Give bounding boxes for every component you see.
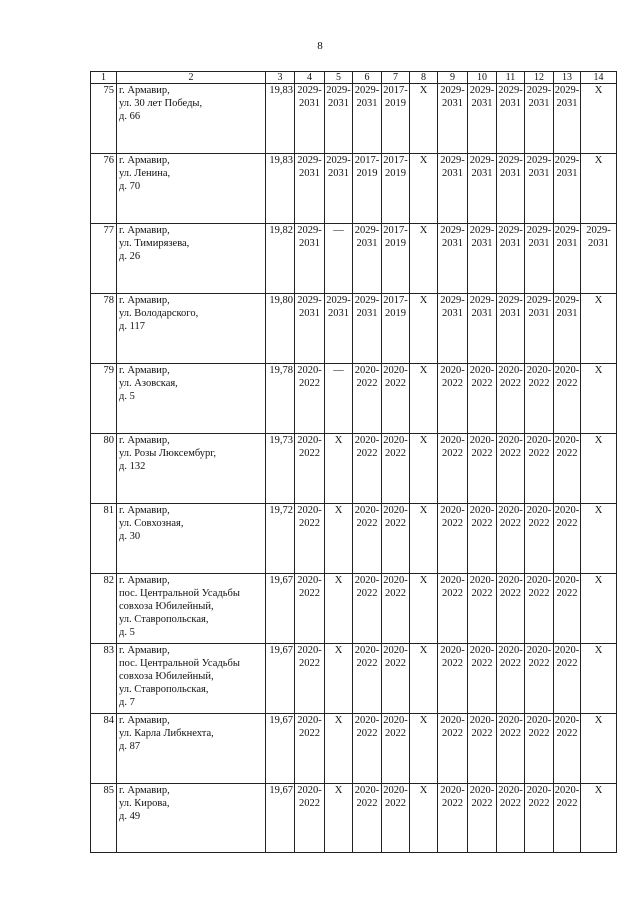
row-number-cell: 81 [91, 504, 117, 574]
schedule-cell: 2020- 2022 [382, 364, 410, 434]
table-row [91, 84, 617, 154]
schedule-cell: 2029- 2031 [525, 84, 554, 154]
page-number: 8 [317, 40, 323, 52]
column-header: 8 [410, 72, 438, 84]
schedule-cell: 2020- 2022 [353, 644, 382, 714]
schedule-cell: X [410, 224, 438, 294]
schedule-cell: X [581, 574, 617, 644]
schedule-cell: 2020- 2022 [382, 504, 410, 574]
row-number-cell: 76 [91, 154, 117, 224]
column-header: 4 [295, 72, 325, 84]
column-header: 9 [438, 72, 468, 84]
value-cell: 19,83 [266, 84, 295, 154]
schedule-cell: X [581, 84, 617, 154]
schedule-cell: 2029- 2031 [325, 294, 353, 364]
schedule-cell: X [410, 84, 438, 154]
schedule-cell: X [581, 784, 617, 853]
schedule-cell: X [410, 784, 438, 853]
table-row [91, 294, 617, 364]
schedule-cell: 2017- 2019 [382, 224, 410, 294]
schedule-cell: 2017- 2019 [382, 154, 410, 224]
schedule-cell: 2020- 2022 [438, 784, 468, 853]
row-number-cell: 78 [91, 294, 117, 364]
schedule-cell: 2020- 2022 [497, 784, 525, 853]
address-cell: г. Армавир, ул. Тимирязева, д. 26 [117, 224, 266, 294]
schedule-cell: 2029- 2031 [438, 224, 468, 294]
schedule-cell: 2020- 2022 [554, 574, 581, 644]
schedule-cell: 2020- 2022 [525, 714, 554, 784]
schedule-cell: X [581, 294, 617, 364]
column-header: 12 [525, 72, 554, 84]
value-cell: 19,67 [266, 574, 295, 644]
schedule-cell: X [325, 574, 353, 644]
schedule-cell: 2020- 2022 [497, 574, 525, 644]
schedule-cell: — [325, 224, 353, 294]
schedule-cell: 2020- 2022 [295, 644, 325, 714]
schedule-cell: 2020- 2022 [382, 714, 410, 784]
schedule-cell: 2029- 2031 [525, 154, 554, 224]
schedule-cell: 2029- 2031 [468, 224, 497, 294]
row-number-cell: 85 [91, 784, 117, 853]
table-row [91, 574, 617, 644]
schedule-cell: 2020- 2022 [382, 784, 410, 853]
schedule-cell: X [410, 644, 438, 714]
schedule-cell: X [581, 434, 617, 504]
schedule-cell: 2020- 2022 [438, 574, 468, 644]
row-number-cell: 84 [91, 714, 117, 784]
table-row [91, 434, 617, 504]
schedule-cell: 2020- 2022 [353, 784, 382, 853]
table-row [91, 154, 617, 224]
schedule-cell: 2029- 2031 [353, 84, 382, 154]
schedule-cell: 2020- 2022 [468, 434, 497, 504]
column-header: 13 [554, 72, 581, 84]
address-cell: г. Армавир, пос. Центральной Усадьбы совхоза Юбилейный, ул. Ставропольская, д. 5 [117, 574, 266, 644]
table-row [91, 784, 617, 853]
schedule-cell: X [325, 644, 353, 714]
schedule-cell: 2020- 2022 [353, 714, 382, 784]
schedule-cell: 2020- 2022 [295, 504, 325, 574]
schedule-cell: 2029- 2031 [438, 154, 468, 224]
schedule-cell: X [325, 504, 353, 574]
value-cell: 19,82 [266, 224, 295, 294]
column-header: 6 [353, 72, 382, 84]
schedule-cell: X [581, 504, 617, 574]
schedule-cell: X [581, 644, 617, 714]
schedule-cell: 2029- 2031 [295, 224, 325, 294]
schedule-cell: 2020- 2022 [382, 434, 410, 504]
schedule-cell: 2029- 2031 [497, 84, 525, 154]
schedule-cell: 2029- 2031 [353, 294, 382, 364]
value-cell: 19,67 [266, 714, 295, 784]
column-header: 7 [382, 72, 410, 84]
address-cell: г. Армавир, ул. Ленина, д. 70 [117, 154, 266, 224]
schedule-cell: 2029- 2031 [554, 154, 581, 224]
row-number-cell: 80 [91, 434, 117, 504]
schedule-cell: 2029- 2031 [468, 154, 497, 224]
schedule-cell: 2020- 2022 [554, 434, 581, 504]
schedule-cell: 2020- 2022 [468, 714, 497, 784]
schedule-cell: 2020- 2022 [525, 574, 554, 644]
schedule-cell: 2029- 2031 [325, 84, 353, 154]
schedule-cell: 2020- 2022 [468, 364, 497, 434]
schedule-cell: 2029- 2031 [554, 224, 581, 294]
schedule-cell: 2029- 2031 [353, 224, 382, 294]
schedule-cell: X [410, 294, 438, 364]
column-number-header-row [91, 72, 617, 84]
schedule-cell: X [410, 154, 438, 224]
schedule-cell: 2020- 2022 [353, 434, 382, 504]
row-number-cell: 77 [91, 224, 117, 294]
schedule-cell: 2020- 2022 [353, 574, 382, 644]
housing-repair-schedule-table [90, 71, 617, 853]
schedule-cell: 2020- 2022 [525, 784, 554, 853]
value-cell: 19,83 [266, 154, 295, 224]
schedule-cell: X [410, 364, 438, 434]
schedule-cell: 2020- 2022 [497, 714, 525, 784]
schedule-cell: 2020- 2022 [295, 784, 325, 853]
schedule-cell: 2020- 2022 [554, 714, 581, 784]
schedule-cell: 2020- 2022 [525, 504, 554, 574]
row-number-cell: 82 [91, 574, 117, 644]
schedule-cell: 2020- 2022 [295, 434, 325, 504]
schedule-cell: 2020- 2022 [525, 364, 554, 434]
schedule-cell: 2029- 2031 [325, 154, 353, 224]
table-row [91, 714, 617, 784]
schedule-cell: 2020- 2022 [295, 364, 325, 434]
schedule-cell: 2020- 2022 [438, 714, 468, 784]
schedule-cell: 2029- 2031 [525, 224, 554, 294]
schedule-cell: X [325, 714, 353, 784]
schedule-cell: 2020- 2022 [497, 504, 525, 574]
schedule-cell: X [581, 364, 617, 434]
schedule-cell: 2020- 2022 [295, 574, 325, 644]
schedule-cell: 2020- 2022 [468, 644, 497, 714]
table-row [91, 504, 617, 574]
schedule-cell: 2029- 2031 [525, 294, 554, 364]
value-cell: 19,80 [266, 294, 295, 364]
row-number-cell: 79 [91, 364, 117, 434]
value-cell: 19,72 [266, 504, 295, 574]
address-cell: г. Армавир, ул. Совхозная, д. 30 [117, 504, 266, 574]
address-cell: г. Армавир, ул. Азовская, д. 5 [117, 364, 266, 434]
schedule-cell: 2020- 2022 [554, 504, 581, 574]
schedule-cell: 2020- 2022 [525, 644, 554, 714]
schedule-cell: 2017- 2019 [353, 154, 382, 224]
value-cell: 19,78 [266, 364, 295, 434]
schedule-cell: 2017- 2019 [382, 294, 410, 364]
table-row [91, 644, 617, 714]
column-header: 1 [91, 72, 117, 84]
row-number-cell: 83 [91, 644, 117, 714]
schedule-cell: 2020- 2022 [497, 644, 525, 714]
schedule-cell: X [325, 434, 353, 504]
schedule-cell: X [325, 784, 353, 853]
schedule-cell: 2029- 2031 [554, 84, 581, 154]
schedule-cell: 2020- 2022 [554, 364, 581, 434]
schedule-cell: 2020- 2022 [438, 364, 468, 434]
address-cell: г. Армавир, ул. Розы Люксембург, д. 132 [117, 434, 266, 504]
schedule-cell: 2029- 2031 [468, 84, 497, 154]
schedule-cell: X [581, 154, 617, 224]
address-cell: г. Армавир, ул. Карла Либкнехта, д. 87 [117, 714, 266, 784]
schedule-cell: 2020- 2022 [497, 364, 525, 434]
schedule-cell: X [410, 434, 438, 504]
schedule-cell: 2029- 2031 [468, 294, 497, 364]
row-number-cell: 75 [91, 84, 117, 154]
value-cell: 19,73 [266, 434, 295, 504]
schedule-cell: 2029- 2031 [295, 294, 325, 364]
schedule-cell: 2020- 2022 [295, 714, 325, 784]
schedule-cell: 2020- 2022 [382, 574, 410, 644]
schedule-cell: 2029- 2031 [497, 154, 525, 224]
schedule-cell: 2029- 2031 [438, 294, 468, 364]
schedule-cell: X [581, 714, 617, 784]
schedule-cell: — [325, 364, 353, 434]
schedule-cell: X [410, 504, 438, 574]
column-header: 3 [266, 72, 295, 84]
schedule-cell: 2020- 2022 [468, 574, 497, 644]
table-row [91, 364, 617, 434]
schedule-cell: 2020- 2022 [438, 434, 468, 504]
address-cell: г. Армавир, ул. Володарского, д. 117 [117, 294, 266, 364]
schedule-cell: 2020- 2022 [468, 784, 497, 853]
column-header: 14 [581, 72, 617, 84]
schedule-cell: 2020- 2022 [497, 434, 525, 504]
schedule-cell: 2020- 2022 [438, 644, 468, 714]
schedule-cell: 2029- 2031 [295, 154, 325, 224]
schedule-cell: 2020- 2022 [554, 644, 581, 714]
schedule-cell: 2020- 2022 [353, 364, 382, 434]
schedule-cell: 2017- 2019 [382, 84, 410, 154]
schedule-cell: 2029- 2031 [554, 294, 581, 364]
schedule-cell: 2020- 2022 [468, 504, 497, 574]
address-cell: г. Армавир, пос. Центральной Усадьбы совхоза Юбилейный, ул. Ставропольская, д. 7 [117, 644, 266, 714]
schedule-cell: 2029- 2031 [497, 294, 525, 364]
column-header: 2 [117, 72, 266, 84]
schedule-cell: X [410, 574, 438, 644]
schedule-cell: X [410, 714, 438, 784]
schedule-cell: 2020- 2022 [353, 504, 382, 574]
value-cell: 19,67 [266, 784, 295, 853]
address-cell: г. Армавир, ул. Кирова, д. 49 [117, 784, 266, 853]
schedule-cell: 2029- 2031 [497, 224, 525, 294]
schedule-cell: 2029- 2031 [581, 224, 617, 294]
column-header: 10 [468, 72, 497, 84]
schedule-cell: 2020- 2022 [525, 434, 554, 504]
table-row [91, 224, 617, 294]
schedule-cell: 2029- 2031 [438, 84, 468, 154]
value-cell: 19,67 [266, 644, 295, 714]
column-header: 11 [497, 72, 525, 84]
schedule-cell: 2020- 2022 [438, 504, 468, 574]
column-header: 5 [325, 72, 353, 84]
schedule-cell: 2029- 2031 [295, 84, 325, 154]
schedule-cell: 2020- 2022 [382, 644, 410, 714]
schedule-cell: 2020- 2022 [554, 784, 581, 853]
address-cell: г. Армавир, ул. 30 лет Победы, д. 66 [117, 84, 266, 154]
